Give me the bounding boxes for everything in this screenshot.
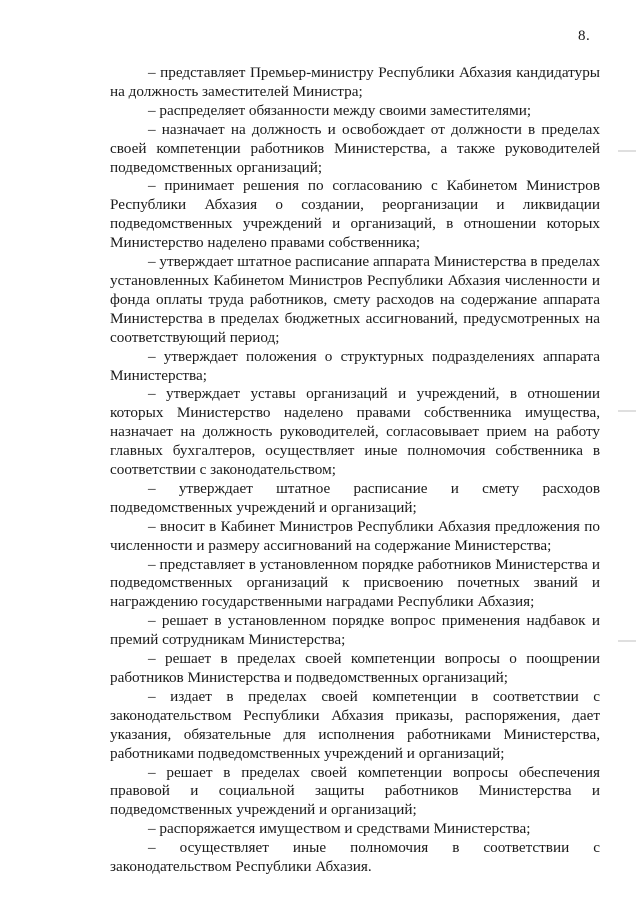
paragraph: – представляет в установленном порядке работников Министерства и подведомственных организаций к присвоению почетных званий и награждению государственными наградами Республики Абхазия;	[110, 555, 600, 611]
paragraph: – решает в пределах своей компетенции вопросы о поощрении работников Министерства и подведомственных организаций;	[110, 650, 600, 686]
scan-edge-mark	[618, 150, 636, 152]
paragraph: – распределяет обязанности между своими заместителями;	[148, 101, 532, 119]
paragraph: – распоряжается имуществом и средствами Министерства;	[148, 820, 531, 838]
paragraph: – представляет Премьер-министру Республики Абхазия кандидатуры на должность заместителей Министра;	[110, 64, 600, 100]
page-number: 8.	[578, 28, 591, 44]
paragraph: – издает в пределах своей компетенции в соответствии с законодательством Республики Абхазия приказы, распоряжения, дает указания, обязательные для исполнения работниками Министерства, работниками подведомственных учреждений и организаций;	[110, 687, 600, 762]
scan-edge-mark	[618, 410, 636, 412]
paragraph: – решает в пределах своей компетенции вопросы обеспечения правовой и социальной защиты работников Министерства и подведомственных учреждений и организаций;	[110, 763, 600, 819]
paragraph: – утверждает положения о структурных подразделениях аппарата Министерства;	[110, 347, 600, 384]
paragraph: – утверждает штатное расписание и смету расходов подведомственных учреждений и организаций;	[110, 479, 600, 516]
paragraph: – осуществляет иные полномочия в соответствии с законодательством Республики Абхазия.	[110, 839, 600, 876]
document-body	[110, 64, 600, 877]
paragraph: – вносит в Кабинет Министров Республики Абхазия предложения по численности и размеру ассигнований на содержание Министерства;	[110, 517, 600, 554]
paragraph: – принимает решения по согласованию с Кабинетом Министров Республики Абхазия о создании, реорганизации и ликвидации подведомственных учреждений и организаций, в отношении которых Министерство наделено правами собственника;	[110, 177, 600, 252]
scan-edge-mark	[618, 640, 636, 642]
paragraph: – назначает на должность и освобождает от должности в пределах своей компетенции работников Министерства, а также руководителей подведомственных организаций;	[110, 120, 600, 176]
paragraph: – решает в установленном порядке вопрос применения надбавок и премий сотрудникам Министерства;	[110, 612, 600, 649]
paragraph: – утверждает уставы организаций и учреждений, в отношении которых Министерство наделено правами собственника имущества, назначает на должность руководителей, согласовывает прием на работу главных бухгалтеров, осуществляет иные полномочия собственника в соответствии с законодательством;	[110, 385, 600, 479]
paragraph: – утверждает штатное расписание аппарата Министерства в пределах установленных Кабинетом Министров Республики Абхазия численности и фонда оплаты труда работников, смету расходов на содержание аппарата Министерства в пределах бюджетных ассигнований, предусмотренных на соответствующий период;	[110, 253, 600, 346]
